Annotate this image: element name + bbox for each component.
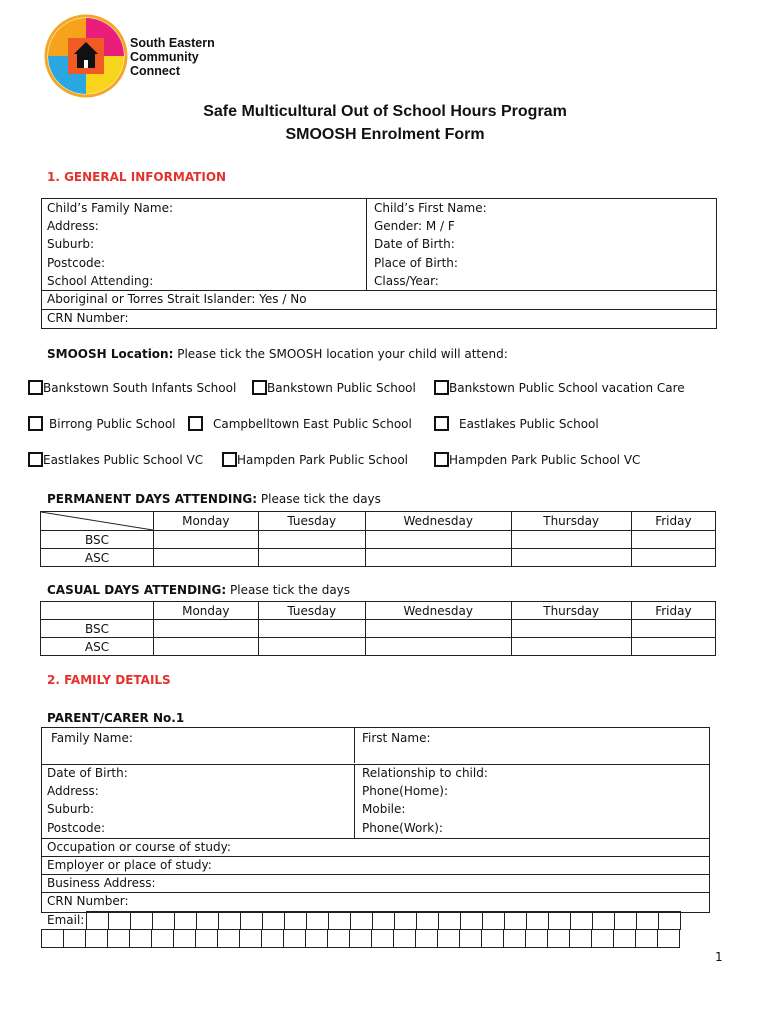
char-cell[interactable] [461, 912, 483, 930]
page-number: 1 [715, 950, 723, 964]
casual-days-table [40, 601, 716, 656]
parent1-family-name-field[interactable]: Family Name: [51, 731, 133, 745]
tick-cell[interactable] [154, 620, 259, 638]
char-cell[interactable] [174, 930, 196, 948]
tick-cell[interactable] [154, 638, 259, 656]
char-cell[interactable] [372, 930, 394, 948]
form-title: Safe Multicultural Out of School Hours Program [203, 103, 567, 120]
child-family-name-field[interactable]: Child’s Family Name: [47, 201, 174, 215]
day-header: Wednesday [365, 512, 511, 531]
char-cell[interactable] [549, 912, 571, 930]
date-of-birth-field[interactable]: Date of Birth: [374, 237, 455, 251]
location-option-label: Bankstown Public School vacation Care [449, 380, 685, 395]
char-cell[interactable] [548, 930, 570, 948]
char-cell[interactable] [658, 930, 680, 948]
parent1-heading: PARENT/CARER No.1 [47, 711, 185, 725]
location-option-label: Eastlakes Public School [459, 416, 599, 431]
char-cell[interactable] [482, 930, 504, 948]
organisation-logo [44, 14, 128, 98]
location-label: SMOOSH Location: [47, 347, 174, 361]
parent1-business-address-field[interactable]: Business Address: [47, 876, 156, 890]
day-header: Wednesday [365, 602, 511, 620]
section-general-information: 1. GENERAL INFORMATION [47, 170, 227, 184]
char-cell[interactable] [64, 930, 86, 948]
char-cell[interactable] [42, 930, 64, 948]
location-option[interactable] [434, 452, 640, 467]
char-cell[interactable] [571, 912, 593, 930]
location-option-label: Bankstown Public School [267, 380, 416, 395]
location-option[interactable] [222, 452, 408, 467]
suburb-field[interactable]: Suburb: [47, 237, 95, 251]
day-header: Friday [631, 602, 715, 620]
day-header: Tuesday [258, 602, 365, 620]
char-cell[interactable] [284, 930, 306, 948]
permanent-days-table [40, 511, 716, 567]
tick-cell[interactable] [631, 620, 715, 638]
char-cell[interactable] [307, 912, 329, 930]
checkbox[interactable] [252, 380, 267, 395]
table-corner [41, 602, 154, 620]
char-cell[interactable] [417, 912, 439, 930]
parent1-phone-work-field[interactable]: Phone(Work): [362, 821, 443, 835]
email-grid-row-2[interactable] [41, 929, 680, 948]
char-cell[interactable] [153, 912, 175, 930]
form-subtitle: SMOOSH Enrolment Form [285, 126, 485, 143]
divider [366, 198, 367, 290]
char-cell[interactable] [87, 912, 109, 930]
divider [41, 892, 709, 893]
org-line-3: Connect [130, 64, 180, 78]
tick-cell[interactable] [154, 549, 259, 567]
casual-days-prompt [47, 583, 350, 597]
divider [41, 856, 709, 857]
char-cell[interactable] [395, 912, 417, 930]
table-corner [41, 512, 154, 531]
day-header: Tuesday [258, 512, 365, 531]
location-option[interactable] [434, 416, 599, 431]
char-cell[interactable] [614, 930, 636, 948]
char-cell[interactable] [593, 912, 615, 930]
organisation-name [130, 36, 215, 78]
parent1-crn-field[interactable]: CRN Number: [47, 894, 129, 908]
parent1-occupation-field[interactable]: Occupation or course of study: [47, 840, 231, 854]
char-cell[interactable] [373, 912, 395, 930]
char-cell[interactable] [108, 930, 130, 948]
location-option[interactable] [188, 416, 412, 431]
permanent-days-instruction: Please tick the days [260, 492, 381, 506]
parent1-address-field[interactable]: Address: [47, 784, 99, 798]
char-cell[interactable] [592, 930, 614, 948]
day-header: Thursday [511, 512, 631, 531]
checkbox[interactable] [434, 416, 449, 431]
checkbox[interactable] [434, 380, 449, 395]
char-cell[interactable] [351, 912, 373, 930]
location-option[interactable] [28, 416, 176, 431]
parent1-first-name-field[interactable]: First Name: [362, 731, 431, 745]
org-line-1: South Eastern [130, 36, 215, 50]
char-cell[interactable] [570, 930, 592, 948]
tick-cell[interactable] [511, 638, 631, 656]
char-cell[interactable] [109, 912, 131, 930]
diagonal-line [41, 512, 153, 530]
char-cell[interactable] [131, 912, 153, 930]
char-cell[interactable] [285, 912, 307, 930]
parent1-suburb-field[interactable]: Suburb: [47, 802, 95, 816]
row-label-asc: ASC [41, 638, 154, 656]
divider [354, 727, 355, 763]
checkbox[interactable] [434, 452, 449, 467]
parent1-phone-home-field[interactable]: Phone(Home): [362, 784, 449, 798]
row-label-asc: ASC [41, 549, 154, 567]
char-cell[interactable] [615, 912, 637, 930]
char-cell[interactable] [240, 930, 262, 948]
char-cell[interactable] [329, 912, 351, 930]
day-header: Monday [154, 602, 259, 620]
location-option-label: Hampden Park Public School VC [449, 452, 641, 467]
parent1-email-label: Email: [47, 913, 85, 927]
char-cell[interactable] [636, 930, 658, 948]
row-label-bsc: BSC [41, 531, 154, 549]
postcode-field[interactable]: Postcode: [47, 256, 106, 270]
permanent-days-label: PERMANENT DAYS ATTENDING: [47, 492, 258, 506]
location-option-label: Birrong Public School [49, 416, 176, 431]
location-option[interactable] [28, 380, 236, 395]
tick-cell[interactable] [631, 549, 715, 567]
char-cell[interactable] [197, 912, 219, 930]
divider [41, 309, 716, 310]
parent1-postcode-field[interactable]: Postcode: [47, 821, 106, 835]
location-option[interactable] [434, 380, 685, 395]
section-family-details: 2. FAMILY DETAILS [47, 673, 171, 687]
char-cell[interactable] [152, 930, 174, 948]
char-cell[interactable] [328, 930, 350, 948]
location-option[interactable] [252, 380, 416, 395]
permanent-days-prompt [47, 492, 381, 506]
char-cell[interactable] [86, 930, 108, 948]
char-cell[interactable] [526, 930, 548, 948]
char-cell[interactable] [504, 930, 526, 948]
char-cell[interactable] [659, 912, 681, 930]
char-cell[interactable] [438, 930, 460, 948]
char-cell[interactable] [175, 912, 197, 930]
char-cell[interactable] [218, 930, 240, 948]
char-cell[interactable] [416, 930, 438, 948]
char-cell[interactable] [219, 912, 241, 930]
char-cell[interactable] [394, 930, 416, 948]
checkbox[interactable] [28, 416, 43, 431]
tick-cell[interactable] [631, 531, 715, 549]
child-first-name-field[interactable]: Child’s First Name: [374, 201, 487, 215]
parent1-relationship-field[interactable]: Relationship to child: [362, 766, 488, 780]
tick-cell[interactable] [365, 638, 511, 656]
tick-cell[interactable] [258, 620, 365, 638]
char-cell[interactable] [130, 930, 152, 948]
char-cell[interactable] [460, 930, 482, 948]
char-cell[interactable] [505, 912, 527, 930]
tick-cell[interactable] [258, 638, 365, 656]
day-header: Thursday [511, 602, 631, 620]
email-grid-row-1[interactable] [86, 911, 681, 930]
org-line-2: Community [130, 50, 199, 64]
checkbox[interactable] [222, 452, 237, 467]
divider [41, 874, 709, 875]
location-option-label: Bankstown South Infants School [43, 380, 237, 395]
tick-cell[interactable] [365, 531, 511, 549]
casual-days-instruction: Please tick the days [230, 583, 351, 597]
tick-cell[interactable] [258, 549, 365, 567]
location-option[interactable] [28, 452, 203, 467]
location-instruction: Please tick the SMOOSH location your child will attend: [177, 347, 508, 361]
row-label-bsc: BSC [41, 620, 154, 638]
tick-cell[interactable] [511, 549, 631, 567]
char-cell[interactable] [527, 912, 549, 930]
divider [354, 764, 355, 838]
gender-field[interactable]: Gender: M / F [374, 219, 455, 233]
parent1-mobile-field[interactable]: Mobile: [362, 802, 406, 816]
divider [41, 290, 716, 291]
day-header: Monday [154, 512, 259, 531]
casual-days-label: CASUAL DAYS ATTENDING: [47, 583, 227, 597]
char-cell[interactable] [439, 912, 461, 930]
tick-cell[interactable] [258, 531, 365, 549]
location-option-label: Eastlakes Public School VC [43, 452, 204, 467]
tick-cell[interactable] [154, 531, 259, 549]
address-field[interactable]: Address: [47, 219, 99, 233]
aboriginal-field[interactable]: Aboriginal or Torres Strait Islander: Yes / No [47, 292, 307, 306]
tick-cell[interactable] [631, 638, 715, 656]
checkbox[interactable] [188, 416, 203, 431]
char-cell[interactable] [262, 930, 284, 948]
char-cell[interactable] [196, 930, 218, 948]
school-attending-field[interactable]: School Attending: [47, 274, 154, 288]
checkbox[interactable] [28, 380, 43, 395]
location-option-label: Hampden Park Public School [237, 452, 409, 467]
day-header: Friday [631, 512, 715, 531]
place-of-birth-field[interactable]: Place of Birth: [374, 256, 458, 270]
parent1-employer-field[interactable]: Employer or place of study: [47, 858, 212, 872]
tick-cell[interactable] [511, 531, 631, 549]
class-year-field[interactable]: Class/Year: [374, 274, 439, 288]
char-cell[interactable] [350, 930, 372, 948]
location-prompt [47, 347, 508, 361]
checkbox[interactable] [28, 452, 43, 467]
char-cell[interactable] [637, 912, 659, 930]
char-cell[interactable] [306, 930, 328, 948]
char-cell[interactable] [241, 912, 263, 930]
tick-cell[interactable] [511, 620, 631, 638]
tick-cell[interactable] [365, 549, 511, 567]
crn-field[interactable]: CRN Number: [47, 311, 129, 325]
parent1-dob-field[interactable]: Date of Birth: [47, 766, 128, 780]
char-cell[interactable] [263, 912, 285, 930]
location-option-label: Campbelltown East Public School [213, 416, 412, 431]
tick-cell[interactable] [365, 620, 511, 638]
char-cell[interactable] [483, 912, 505, 930]
